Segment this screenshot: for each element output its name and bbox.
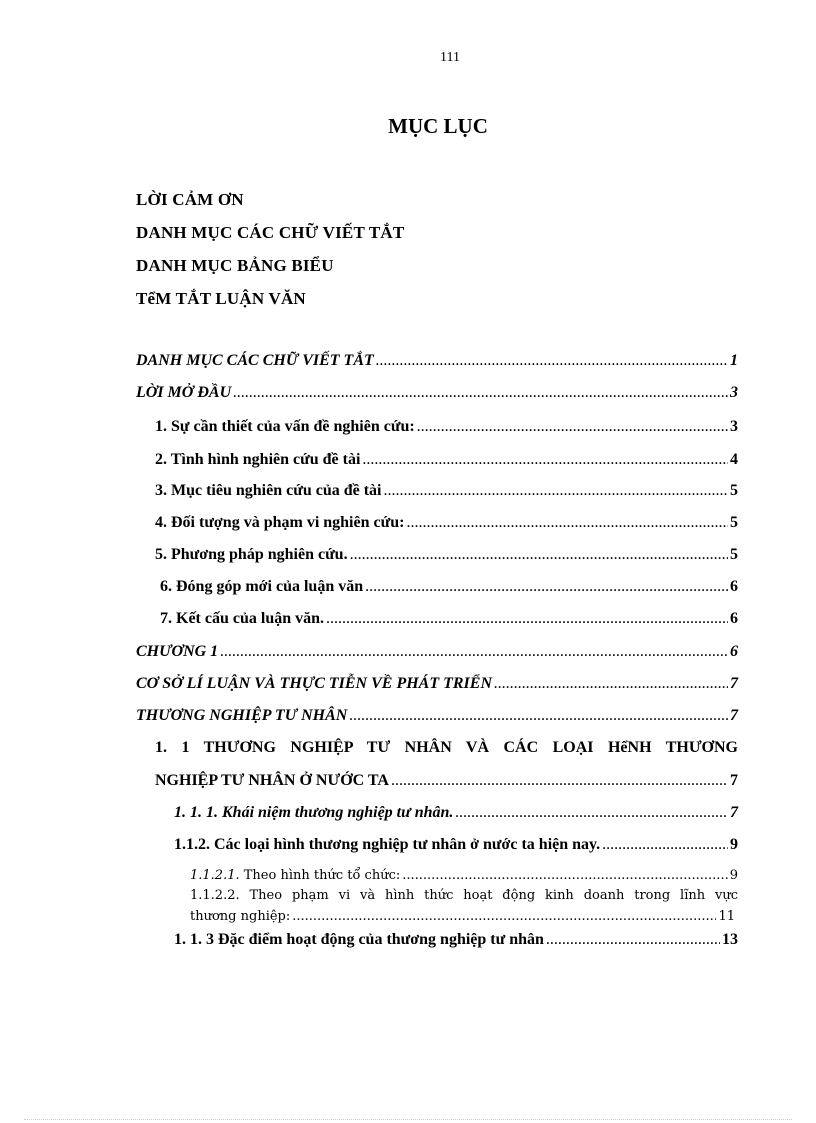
leader-dots xyxy=(602,836,728,854)
toc-entry-section-1-1-2-2[interactable] xyxy=(190,909,735,924)
toc-entry-number: 1.1.2.1. xyxy=(190,868,240,883)
toc-entry-intro-2[interactable] xyxy=(155,451,738,469)
toc-entry-label: THƯƠNG NGHIỆP TƯ NHÂN xyxy=(136,707,348,724)
toc-entry-intro-3[interactable] xyxy=(155,482,738,500)
page-bottom-rule xyxy=(24,1119,792,1120)
leader-dots xyxy=(326,610,728,628)
toc-entry-label: DANH MỤC CÁC CHỮ VIẾT TẮT xyxy=(136,352,374,369)
toc-entry-label: Theo hình thức tổ chức: xyxy=(239,868,401,883)
toc-entry-section-1-1[interactable] xyxy=(155,772,738,790)
leader-dots xyxy=(546,931,720,949)
toc-entry-chapter-1-title-cont[interactable] xyxy=(136,707,738,725)
toc-entry-page: 9 xyxy=(729,868,738,883)
toc-entry-page: 5 xyxy=(730,482,738,499)
leader-dots xyxy=(233,384,728,402)
leader-dots xyxy=(406,514,728,532)
toc-entry-section-1-1-2[interactable] xyxy=(174,836,738,854)
front-matter-abbreviations: DANH MỤC CÁC CHỮ VIẾT TẮT xyxy=(136,223,405,242)
leader-dots xyxy=(362,451,728,469)
toc-entry-page: 9 xyxy=(730,836,738,853)
leader-dots xyxy=(384,482,729,500)
toc-entry-label: 3. Mục tiêu nghiên cứu của đề tài xyxy=(155,482,382,499)
toc-entry-label: 1.1.2. Các loại hình thương nghiệp tư nhân ở nước ta hiện nay. xyxy=(174,836,601,853)
page-title: MỤC LỤC xyxy=(388,114,488,138)
leader-dots xyxy=(350,546,728,564)
toc-entry-page: 1 xyxy=(730,352,738,369)
toc-entry-section-1-1-2-1[interactable] xyxy=(190,868,738,883)
toc-entry-label: 1. 1. 3 Đặc điểm hoạt động của thương nghiệp tư nhân xyxy=(174,931,544,948)
front-matter-summary: TểM TẮT LUẬN VĂN xyxy=(136,289,306,308)
toc-entry-label: 1. Sự cần thiết của vấn đề nghiên cứu: xyxy=(155,418,415,435)
toc-entry-page: 3 xyxy=(730,384,738,401)
front-matter-acknowledgements: LỜI CẢM ƠN xyxy=(136,190,244,209)
toc-entry-page: 6 xyxy=(730,578,738,595)
toc-entry-label: 1. 1. 1. Khái niệm thương nghiệp tư nhân. xyxy=(174,804,454,821)
toc-entry-section-1-1-1[interactable] xyxy=(174,804,738,822)
toc-entry-page: 5 xyxy=(730,514,738,531)
leader-dots xyxy=(220,643,728,661)
leader-dots xyxy=(402,868,727,883)
page-number: 111 xyxy=(440,50,460,65)
toc-entry-section-1-1-line1[interactable]: 1. 1 THƯƠNG NGHIỆP TƯ NHÂN VÀ CÁC LOẠI HểNH THƯƠNG xyxy=(155,739,738,756)
toc-entry-label: 7. Kết cấu của luận văn. xyxy=(160,610,325,627)
toc-entry-page: 5 xyxy=(730,546,738,563)
toc-entry-intro-4[interactable] xyxy=(155,514,738,532)
toc-entry-page: 4 xyxy=(730,451,738,468)
leader-dots xyxy=(292,909,716,924)
toc-entry-label: CHƯƠNG 1 xyxy=(136,643,219,660)
toc-entry-chapter-1[interactable] xyxy=(136,643,738,661)
toc-entry-label: 4. Đối tượng và phạm vi nghiên cứu: xyxy=(155,514,405,531)
toc-entry-chapter-1-title[interactable] xyxy=(136,675,738,693)
toc-entry-page: 7 xyxy=(730,804,738,821)
toc-entry-intro-5[interactable] xyxy=(155,546,738,564)
leader-dots xyxy=(417,418,728,436)
toc-entry-label: 6. Đóng góp mới của luận văn xyxy=(160,578,364,595)
leader-dots xyxy=(494,675,728,693)
toc-entry-label: CƠ SỞ LÍ LUẬN VÀ THỰC TIỄN VỀ PHÁT TRIỂN xyxy=(136,675,492,692)
leader-dots xyxy=(391,772,728,790)
toc-entry-page: 6 xyxy=(730,643,738,660)
toc-entry-label: 5. Phương pháp nghiên cứu. xyxy=(155,546,348,563)
toc-entry-label: NGHIỆP TƯ NHÂN Ở NƯỚC TA xyxy=(155,772,389,789)
toc-entry-section-1-1-2-2-line1[interactable]: 1.1.2.2. Theo phạm vi và hình thức hoạt động kinh doanh trong lĩnh vực xyxy=(190,888,738,903)
toc-entry-introduction[interactable] xyxy=(136,384,738,402)
leader-dots xyxy=(376,352,728,370)
toc-entry-intro-7[interactable] xyxy=(160,610,738,628)
toc-entry-page: 7 xyxy=(730,772,738,789)
toc-entry-abbreviations[interactable] xyxy=(136,352,738,370)
toc-entry-page: 13 xyxy=(722,931,738,948)
toc-entry-section-1-1-3[interactable] xyxy=(174,931,738,949)
toc-entry-intro-6[interactable] xyxy=(160,578,738,596)
toc-entry-page: 3 xyxy=(730,418,738,435)
toc-entry-label: 2. Tình hình nghiên cứu đề tài xyxy=(155,451,361,468)
leader-dots xyxy=(455,804,728,822)
leader-dots xyxy=(349,707,728,725)
toc-entry-page: 7 xyxy=(730,675,738,692)
toc-entry-page: 7 xyxy=(730,707,738,724)
toc-entry-label: thương nghiệp: xyxy=(190,909,291,924)
front-matter-tables: DANH MỤC BẢNG BIỂU xyxy=(136,256,334,275)
toc-entry-page: 6 xyxy=(730,610,738,627)
leader-dots xyxy=(365,578,728,596)
toc-entry-page: 11 xyxy=(718,909,735,924)
toc-entry-label: LỜI MỞ ĐẦU xyxy=(136,384,232,401)
toc-entry-intro-1[interactable] xyxy=(155,418,738,436)
